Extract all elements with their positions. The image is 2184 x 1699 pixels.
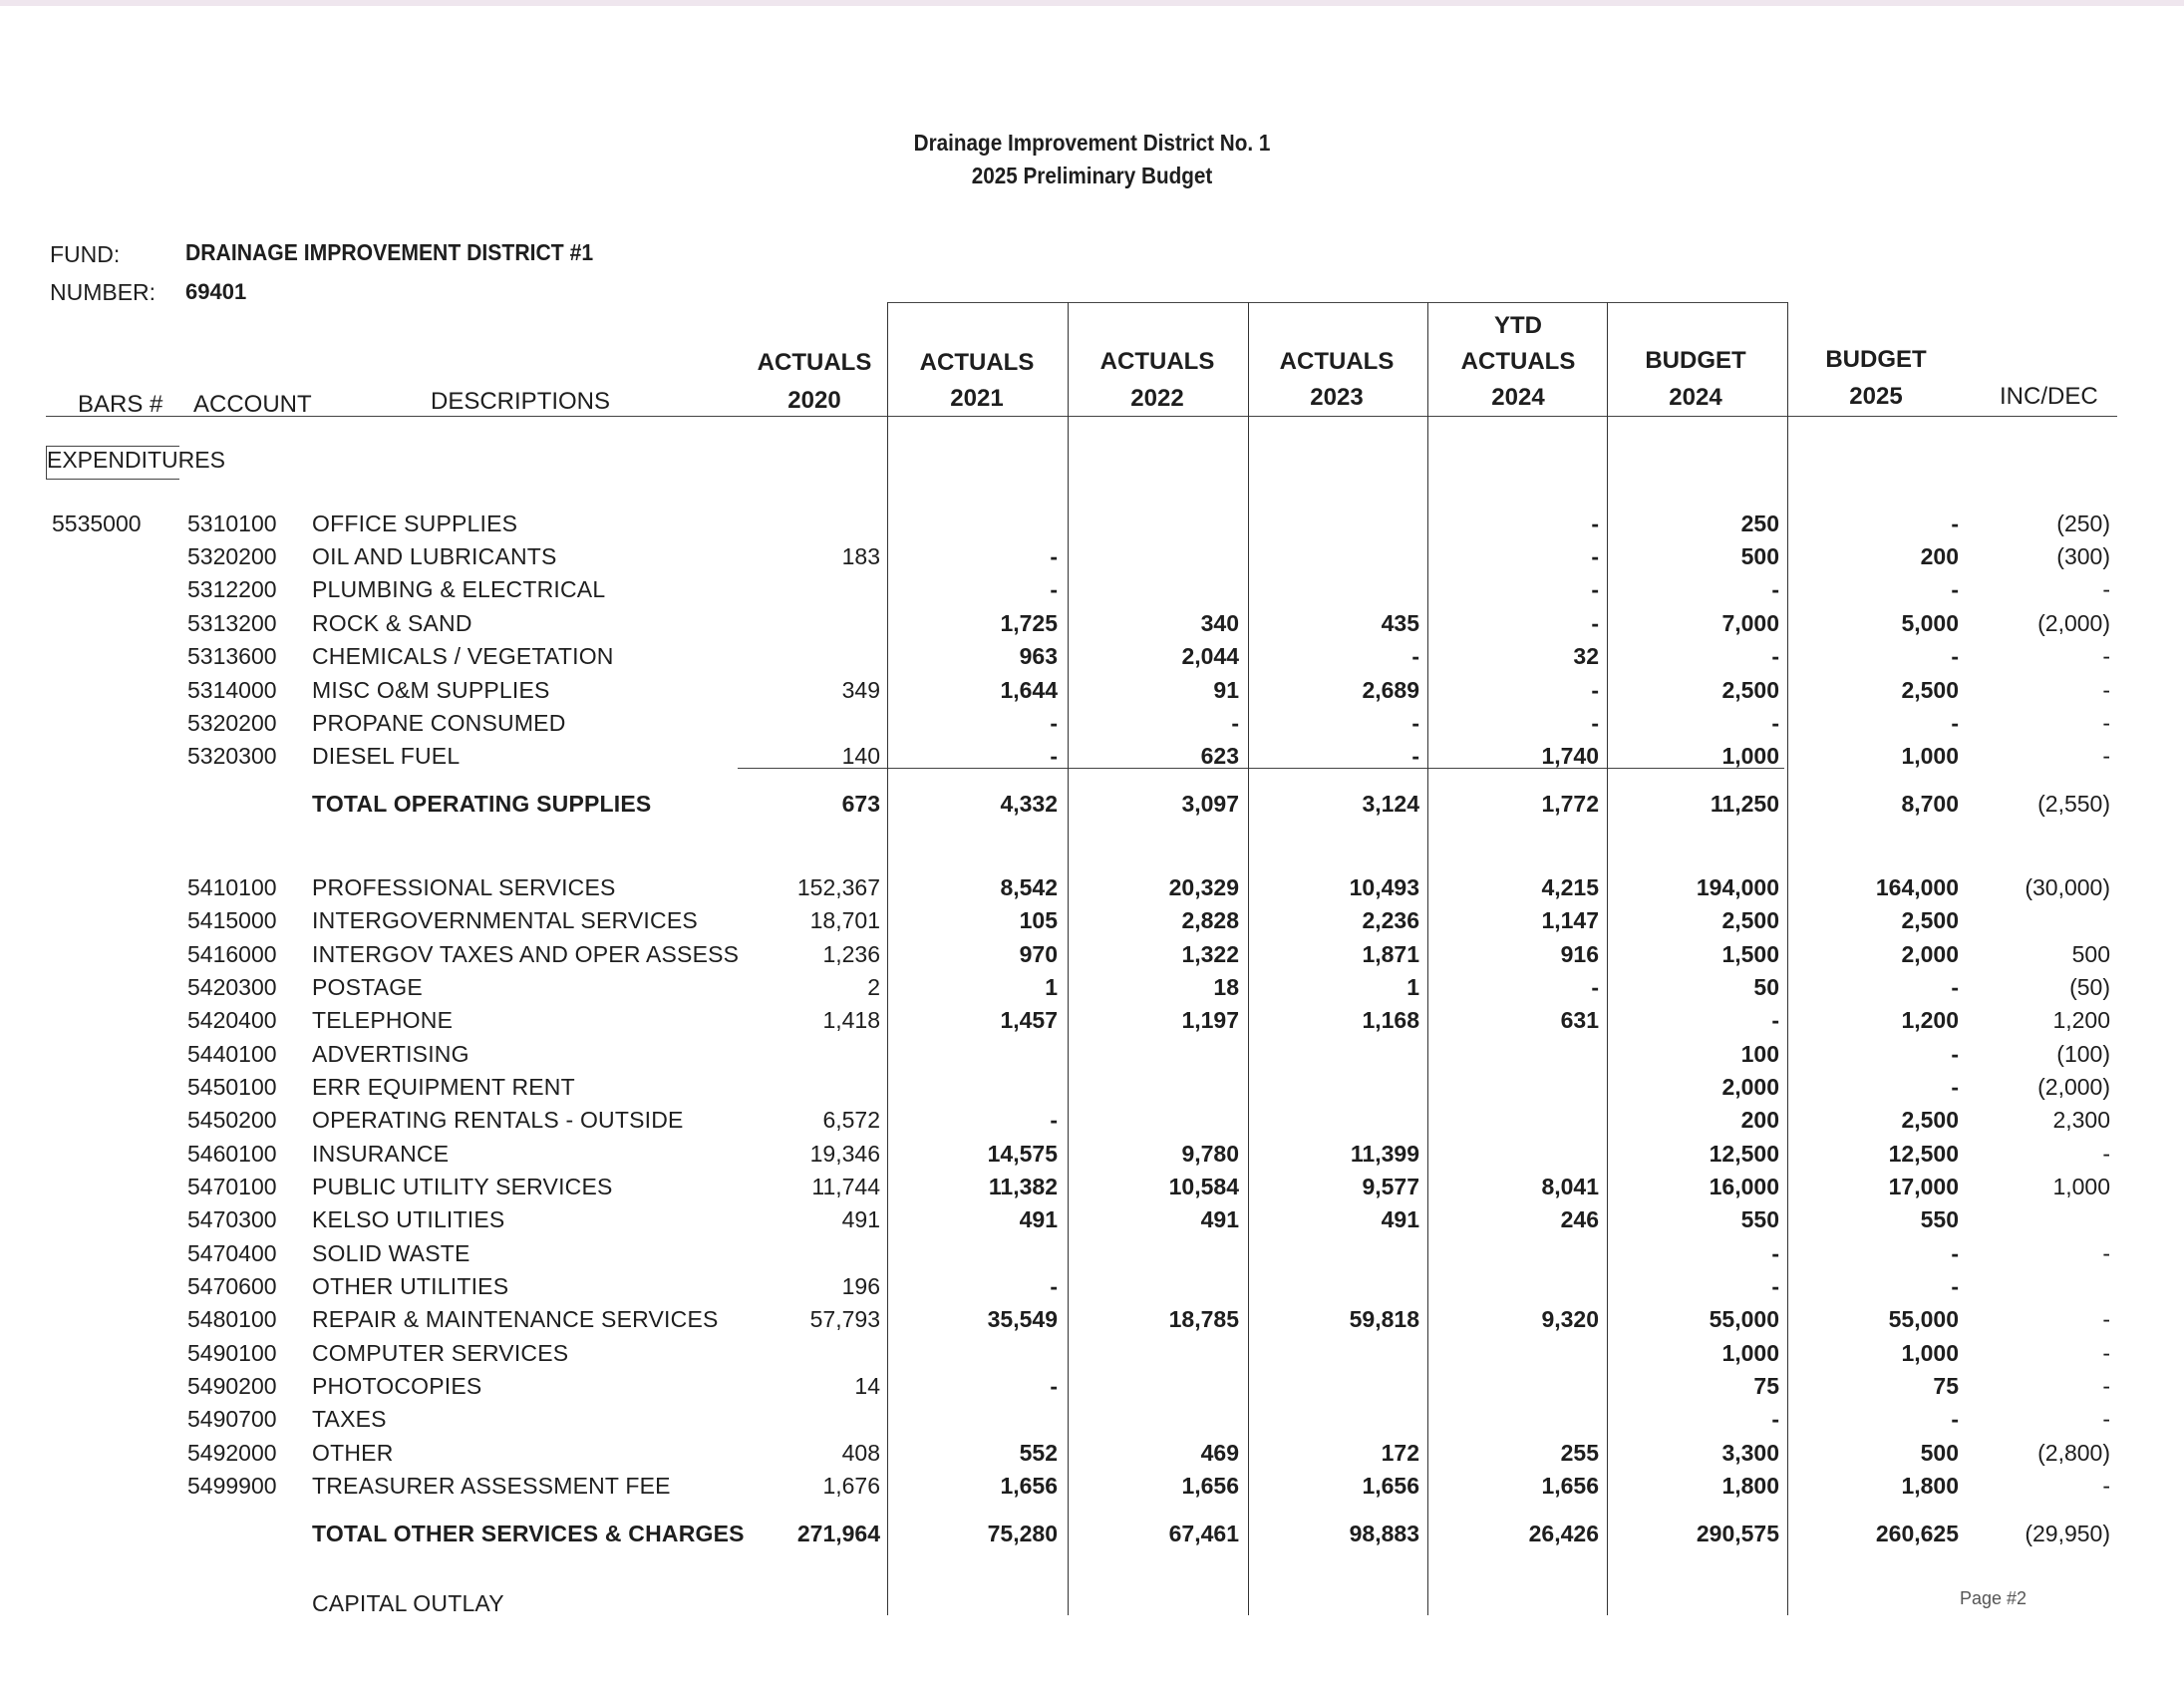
cell-col-6: 8,700 <box>1901 791 1959 817</box>
cell-col-4: - <box>1591 677 1599 703</box>
cell-col-3: 491 <box>1381 1206 1419 1232</box>
cell-col-6: 1,200 <box>1901 1007 1959 1033</box>
cell-col-6: 164,000 <box>1875 874 1959 900</box>
table-row <box>0 1107 2184 1140</box>
cell-col-1: - <box>1050 710 1058 736</box>
account-number: 5320200 <box>187 543 277 569</box>
account-number: 5415000 <box>187 907 277 933</box>
row-description: TAXES <box>312 1406 387 1432</box>
cell-col-3: - <box>1411 743 1419 769</box>
table-row <box>0 1041 2184 1074</box>
cell-col-0: 18,701 <box>809 907 880 933</box>
cell-col-2: - <box>1231 710 1239 736</box>
cell-col-1: 1,644 <box>1000 677 1058 703</box>
col-header-c1-line2: 2021 <box>950 385 1004 412</box>
table-row <box>0 1340 2184 1373</box>
table-row <box>0 1141 2184 1174</box>
cell-col-2: 1,656 <box>1181 1473 1239 1499</box>
cell-col-5: - <box>1771 1406 1779 1432</box>
account-number: 5480100 <box>187 1306 277 1332</box>
col-header-descriptions: DESCRIPTIONS <box>431 388 611 415</box>
table-row <box>0 710 2184 743</box>
cell-col-1: - <box>1050 543 1058 569</box>
row-description: KELSO UTILITIES <box>312 1206 505 1232</box>
cell-col-0: 408 <box>841 1440 880 1466</box>
cell-col-7: - <box>2102 1141 2110 1167</box>
cell-col-3: - <box>1411 710 1419 736</box>
cell-col-0: 14 <box>854 1373 880 1399</box>
account-number: 5470600 <box>187 1273 277 1299</box>
cell-col-6: 260,625 <box>1875 1521 1959 1546</box>
cell-col-2: 2,044 <box>1181 643 1239 669</box>
row-description: OFFICE SUPPLIES <box>312 510 518 536</box>
row-description: TREASURER ASSESSMENT FEE <box>312 1473 671 1499</box>
page-title: Drainage Improvement District No. 1 <box>913 130 1271 156</box>
cell-col-6: - <box>1951 576 1959 602</box>
cell-col-6: - <box>1951 1240 1959 1266</box>
cell-col-4: 916 <box>1560 941 1599 967</box>
cell-col-1: 35,549 <box>987 1306 1058 1332</box>
cell-col-2: 623 <box>1200 743 1239 769</box>
cell-col-5: 1,000 <box>1721 1340 1779 1366</box>
cell-col-4: 9,320 <box>1541 1306 1599 1332</box>
col-header-c2-line1: ACTUALS <box>1099 348 1215 375</box>
table-row <box>0 543 2184 576</box>
cell-col-7: - <box>2102 643 2110 669</box>
cell-col-2: 491 <box>1200 1206 1239 1232</box>
cell-col-1: 1 <box>1045 974 1058 1000</box>
account-number: 5410100 <box>187 874 277 900</box>
cell-col-3: 1,168 <box>1362 1007 1419 1033</box>
cell-col-7: 1,200 <box>2052 1007 2110 1033</box>
col-header-c4-line1: YTD <box>1494 312 1542 339</box>
cell-col-6: - <box>1951 1406 1959 1432</box>
total-row <box>0 1521 2184 1553</box>
col-header-c4-line3: 2024 <box>1491 384 1545 411</box>
cell-col-6: 2,500 <box>1901 1107 1959 1133</box>
row-description: INTERGOVERNMENTAL SERVICES <box>312 907 698 933</box>
cell-col-0: 271,964 <box>796 1521 880 1546</box>
cell-col-1: 1,725 <box>1000 610 1058 636</box>
cell-col-4: 1,740 <box>1541 743 1599 769</box>
col-header-c3-line2: 2023 <box>1310 384 1364 411</box>
row-description: INTERGOV TAXES AND OPER ASSESS <box>312 941 740 967</box>
cell-col-5: 500 <box>1740 543 1779 569</box>
cell-col-4: 246 <box>1560 1206 1599 1232</box>
table-row <box>0 510 2184 543</box>
cell-col-1: - <box>1050 743 1058 769</box>
cell-col-2: 9,780 <box>1181 1141 1239 1167</box>
cell-col-2: 469 <box>1200 1440 1239 1466</box>
cell-col-4: - <box>1591 510 1599 536</box>
cell-col-2: 20,329 <box>1168 874 1239 900</box>
cell-col-6: - <box>1951 1074 1959 1100</box>
cell-col-1: 105 <box>1019 907 1058 933</box>
col-header-c5-line2: 2024 <box>1669 384 1722 411</box>
cell-col-3: 435 <box>1381 610 1419 636</box>
row-description: MISC O&M SUPPLIES <box>312 677 550 703</box>
cell-col-6: - <box>1951 1273 1959 1299</box>
cell-col-6: 550 <box>1920 1206 1959 1232</box>
cell-col-7: - <box>2102 1306 2110 1332</box>
col-header-c6-line1: BUDGET <box>1825 346 1927 373</box>
cell-col-7: - <box>2102 1373 2110 1399</box>
table-row <box>0 576 2184 609</box>
cell-col-2: 67,461 <box>1168 1521 1239 1546</box>
cell-col-6: - <box>1951 643 1959 669</box>
cell-col-6: - <box>1951 710 1959 736</box>
cell-col-5: 1,000 <box>1721 743 1779 769</box>
cell-col-3: 11,399 <box>1350 1141 1419 1167</box>
cell-col-1: 11,382 <box>988 1174 1058 1199</box>
cell-col-5: 194,000 <box>1696 874 1779 900</box>
cell-col-7: - <box>2102 576 2110 602</box>
cell-col-5: - <box>1771 1273 1779 1299</box>
cell-col-5: - <box>1771 710 1779 736</box>
row-description: CHEMICALS / VEGETATION <box>312 643 614 669</box>
bars-number: 5535000 <box>52 510 142 536</box>
cell-col-0: 11,744 <box>811 1174 880 1199</box>
cell-col-3: 1,871 <box>1362 941 1419 967</box>
col-header-incdec: INC/DEC <box>2000 383 2098 410</box>
cell-col-5: 7,000 <box>1721 610 1779 636</box>
col-header-c0-line1: ACTUALS <box>757 349 872 376</box>
cell-col-0: 673 <box>841 791 880 817</box>
account-number: 5320200 <box>187 710 277 736</box>
col-header-c2-line2: 2022 <box>1130 385 1184 412</box>
row-description: PUBLIC UTILITY SERVICES <box>312 1174 613 1199</box>
cell-col-3: 10,493 <box>1349 874 1419 900</box>
cell-col-4: 8,041 <box>1541 1174 1599 1199</box>
row-description: ADVERTISING <box>312 1041 469 1067</box>
col-header-c1-line1: ACTUALS <box>919 349 1035 376</box>
cell-col-7: - <box>2102 1240 2110 1266</box>
table-row <box>0 1373 2184 1406</box>
cell-col-6: 500 <box>1920 1440 1959 1466</box>
cell-col-4: - <box>1591 610 1599 636</box>
cell-col-3: 1,656 <box>1362 1473 1419 1499</box>
row-description: OPERATING RENTALS - OUTSIDE <box>312 1107 684 1133</box>
account-number: 5490200 <box>187 1373 277 1399</box>
cell-col-3: 1 <box>1406 974 1419 1000</box>
cell-col-7: - <box>2102 1340 2110 1366</box>
table-row <box>0 743 2184 776</box>
cell-col-7: - <box>2102 1473 2110 1499</box>
table-row <box>0 1007 2184 1040</box>
cell-col-5: 1,500 <box>1721 941 1779 967</box>
cell-col-2: 10,584 <box>1168 1174 1239 1199</box>
row-description: ERR EQUIPMENT RENT <box>312 1074 575 1100</box>
cell-col-5: - <box>1771 576 1779 602</box>
cell-col-5: 16,000 <box>1709 1174 1779 1199</box>
cell-col-1: 491 <box>1019 1206 1058 1232</box>
row-description: TELEPHONE <box>312 1007 454 1033</box>
col-header-c0-line2: 2020 <box>787 387 841 414</box>
cell-col-1: 963 <box>1019 643 1058 669</box>
cell-col-0: 183 <box>841 543 880 569</box>
cell-col-7: 2,300 <box>2052 1107 2110 1133</box>
account-number: 5440100 <box>187 1041 277 1067</box>
account-number: 5470100 <box>187 1174 277 1199</box>
col-header-c5-line1: BUDGET <box>1645 347 1746 374</box>
cell-col-7: - <box>2102 710 2110 736</box>
account-number: 5313200 <box>187 610 277 636</box>
cell-col-0: 491 <box>841 1206 880 1232</box>
account-number: 5450200 <box>187 1107 277 1133</box>
cell-col-3: 172 <box>1381 1440 1419 1466</box>
cell-col-6: 12,500 <box>1888 1141 1959 1167</box>
cell-col-4: 255 <box>1560 1440 1599 1466</box>
cell-col-6: - <box>1951 974 1959 1000</box>
cell-col-3: 2,689 <box>1362 677 1419 703</box>
cell-col-7: (29,950) <box>2025 1521 2110 1546</box>
cell-col-7: - <box>2102 677 2110 703</box>
cell-col-5: 3,300 <box>1721 1440 1779 1466</box>
cell-col-4: - <box>1591 974 1599 1000</box>
account-number: 5416000 <box>187 941 277 967</box>
account-number: 5312200 <box>187 576 277 602</box>
cell-col-1: 552 <box>1019 1440 1058 1466</box>
cell-col-3: - <box>1411 643 1419 669</box>
cell-col-5: - <box>1771 1240 1779 1266</box>
section-label: EXPENDITURES <box>47 447 225 473</box>
account-number: 5460100 <box>187 1141 277 1167</box>
table-row <box>0 610 2184 643</box>
cell-col-2: 1,322 <box>1181 941 1239 967</box>
row-description: PHOTOCOPIES <box>312 1373 482 1399</box>
cell-col-7: (2,000) <box>2037 1074 2110 1100</box>
account-number: 5320300 <box>187 743 277 769</box>
cell-col-1: - <box>1050 1373 1058 1399</box>
table-row <box>0 941 2184 974</box>
account-number: 5310100 <box>187 510 277 536</box>
account-number: 5470300 <box>187 1206 277 1232</box>
cell-col-6: 2,500 <box>1901 677 1959 703</box>
table-row <box>0 677 2184 710</box>
row-description: POSTAGE <box>312 974 423 1000</box>
cell-col-1: - <box>1050 576 1058 602</box>
cell-col-5: - <box>1771 643 1779 669</box>
table-row <box>0 1590 2184 1623</box>
cell-col-5: 75 <box>1753 1373 1779 1399</box>
row-description: OTHER <box>312 1440 394 1466</box>
cell-col-7: (2,000) <box>2037 610 2110 636</box>
col-header-c6-line2: 2025 <box>1849 383 1903 410</box>
table-row <box>0 1306 2184 1339</box>
row-description: COMPUTER SERVICES <box>312 1340 569 1366</box>
table-row <box>0 1440 2184 1473</box>
cell-col-5: 50 <box>1753 974 1779 1000</box>
account-number: 5490700 <box>187 1406 277 1432</box>
cell-col-1: 4,332 <box>1000 791 1058 817</box>
account-number: 5492000 <box>187 1440 277 1466</box>
table-row <box>0 643 2184 676</box>
cell-col-0: 1,236 <box>822 941 880 967</box>
col-header-bars: BARS # <box>78 391 163 418</box>
cell-col-3: 2,236 <box>1362 907 1419 933</box>
row-description: INSURANCE <box>312 1141 450 1167</box>
cell-col-6: 200 <box>1920 543 1959 569</box>
row-description: PLUMBING & ELECTRICAL <box>312 576 606 602</box>
table-row <box>0 1273 2184 1306</box>
cell-col-0: 140 <box>841 743 880 769</box>
cell-col-5: - <box>1771 1007 1779 1033</box>
cell-col-0: 2 <box>867 974 880 1000</box>
page-number: Page #2 <box>1960 1588 2028 1608</box>
row-description: OIL AND LUBRICANTS <box>312 543 557 569</box>
cell-col-4: - <box>1591 543 1599 569</box>
cell-col-3: 59,818 <box>1349 1306 1419 1332</box>
cell-col-4: 1,772 <box>1541 791 1599 817</box>
cell-col-1: - <box>1050 1107 1058 1133</box>
cell-col-2: 18 <box>1213 974 1239 1000</box>
table-row <box>0 1174 2184 1206</box>
cell-col-3: 3,124 <box>1362 791 1419 817</box>
col-header-c4-line2: ACTUALS <box>1460 348 1576 375</box>
col-header-account: ACCOUNT <box>193 391 312 418</box>
table-row <box>0 874 2184 907</box>
cell-col-0: 152,367 <box>796 874 880 900</box>
cell-col-4: - <box>1591 576 1599 602</box>
cell-col-5: 55,000 <box>1709 1306 1779 1332</box>
number-label: NUMBER: <box>50 279 156 305</box>
cell-col-5: 290,575 <box>1696 1521 1779 1546</box>
cell-col-0: 1,676 <box>822 1473 880 1499</box>
cell-col-2: 340 <box>1200 610 1239 636</box>
cell-col-2: 1,197 <box>1181 1007 1239 1033</box>
total-row <box>0 791 2184 824</box>
cell-col-1: 970 <box>1019 941 1058 967</box>
cell-col-5: 2,000 <box>1721 1074 1779 1100</box>
row-description: SOLID WASTE <box>312 1240 470 1266</box>
cell-col-6: 75 <box>1933 1373 1959 1399</box>
row-description: TOTAL OTHER SERVICES & CHARGES <box>312 1521 745 1546</box>
cell-col-0: 19,346 <box>809 1141 880 1167</box>
cell-col-0: 196 <box>841 1273 880 1299</box>
cell-col-3: 9,577 <box>1362 1174 1419 1199</box>
table-row <box>0 974 2184 1007</box>
fund-value: DRAINAGE IMPROVEMENT DISTRICT #1 <box>185 239 594 265</box>
account-number: 5314000 <box>187 677 277 703</box>
row-description: DIESEL FUEL <box>312 743 461 769</box>
cell-col-1: 1,656 <box>1000 1473 1058 1499</box>
cell-col-1: - <box>1050 1273 1058 1299</box>
row-description: CAPITAL OUTLAY <box>312 1590 504 1616</box>
cell-col-6: 1,800 <box>1901 1473 1959 1499</box>
cell-col-0: 1,418 <box>822 1007 880 1033</box>
cell-col-1: 1,457 <box>1000 1007 1058 1033</box>
cell-col-7: (2,800) <box>2037 1440 2110 1466</box>
cell-col-5: 550 <box>1740 1206 1779 1232</box>
cell-col-6: 5,000 <box>1901 610 1959 636</box>
row-description: PROPANE CONSUMED <box>312 710 566 736</box>
cell-col-1: 75,280 <box>987 1521 1058 1546</box>
account-number: 5450100 <box>187 1074 277 1100</box>
cell-col-6: 1,000 <box>1901 743 1959 769</box>
cell-col-7: (50) <box>2069 974 2110 1000</box>
number-value: 69401 <box>185 279 247 304</box>
cell-col-6: - <box>1951 1041 1959 1067</box>
cell-col-7: (30,000) <box>2025 874 2110 900</box>
cell-col-4: 4,215 <box>1541 874 1599 900</box>
cell-col-5: 12,500 <box>1709 1141 1779 1167</box>
table-row <box>0 1206 2184 1239</box>
cell-col-1: 8,542 <box>1000 874 1058 900</box>
account-number: 5499900 <box>187 1473 277 1499</box>
cell-col-4: 631 <box>1560 1007 1599 1033</box>
cell-col-7: (300) <box>2056 543 2110 569</box>
cell-col-5: 2,500 <box>1721 907 1779 933</box>
cell-col-5: 1,800 <box>1721 1473 1779 1499</box>
cell-col-2: 18,785 <box>1168 1306 1239 1332</box>
cell-col-7: (100) <box>2056 1041 2110 1067</box>
cell-col-1: 14,575 <box>987 1141 1058 1167</box>
account-number: 5470400 <box>187 1240 277 1266</box>
account-number: 5420300 <box>187 974 277 1000</box>
table-row <box>0 907 2184 940</box>
cell-col-4: 26,426 <box>1528 1521 1599 1546</box>
cell-col-6: 17,000 <box>1888 1174 1959 1199</box>
cell-col-2: 91 <box>1213 677 1239 703</box>
fund-label: FUND: <box>50 241 121 267</box>
row-description: OTHER UTILITIES <box>312 1273 509 1299</box>
cell-col-5: 11,250 <box>1710 791 1779 817</box>
cell-col-7: - <box>2102 743 2110 769</box>
row-description: ROCK & SAND <box>312 610 472 636</box>
table-row <box>0 1406 2184 1439</box>
cell-col-4: 1,656 <box>1541 1473 1599 1499</box>
cell-col-2: 2,828 <box>1181 907 1239 933</box>
cell-col-7: 1,000 <box>2052 1174 2110 1199</box>
cell-col-6: 1,000 <box>1901 1340 1959 1366</box>
cell-col-0: 6,572 <box>822 1107 880 1133</box>
cell-col-6: - <box>1951 510 1959 536</box>
table-row <box>0 1240 2184 1273</box>
row-description: TOTAL OPERATING SUPPLIES <box>312 791 652 817</box>
cell-col-0: 57,793 <box>809 1306 880 1332</box>
cell-col-5: 250 <box>1740 510 1779 536</box>
cell-col-6: 2,000 <box>1901 941 1959 967</box>
cell-col-7: (250) <box>2056 510 2110 536</box>
page-subtitle: 2025 Preliminary Budget <box>971 163 1213 188</box>
cell-col-6: 2,500 <box>1901 907 1959 933</box>
cell-col-7: (2,550) <box>2037 791 2110 817</box>
cell-col-5: 2,500 <box>1721 677 1779 703</box>
cell-col-4: 1,147 <box>1541 907 1599 933</box>
col-header-c3-line1: ACTUALS <box>1279 348 1395 375</box>
cell-col-7: - <box>2102 1406 2110 1432</box>
table-row <box>0 1473 2184 1506</box>
cell-col-5: 200 <box>1740 1107 1779 1133</box>
cell-col-6: 55,000 <box>1888 1306 1959 1332</box>
cell-col-0: 349 <box>841 677 880 703</box>
cell-col-7: 500 <box>2071 941 2110 967</box>
cell-col-5: 100 <box>1740 1041 1779 1067</box>
cell-col-2: 3,097 <box>1181 791 1239 817</box>
cell-col-4: - <box>1591 710 1599 736</box>
cell-col-3: 98,883 <box>1349 1521 1419 1546</box>
row-description: PROFESSIONAL SERVICES <box>312 874 616 900</box>
account-number: 5420400 <box>187 1007 277 1033</box>
cell-col-4: 32 <box>1573 643 1599 669</box>
table-row <box>0 1074 2184 1107</box>
row-description: REPAIR & MAINTENANCE SERVICES <box>312 1306 719 1332</box>
account-number: 5313600 <box>187 643 277 669</box>
account-number: 5490100 <box>187 1340 277 1366</box>
